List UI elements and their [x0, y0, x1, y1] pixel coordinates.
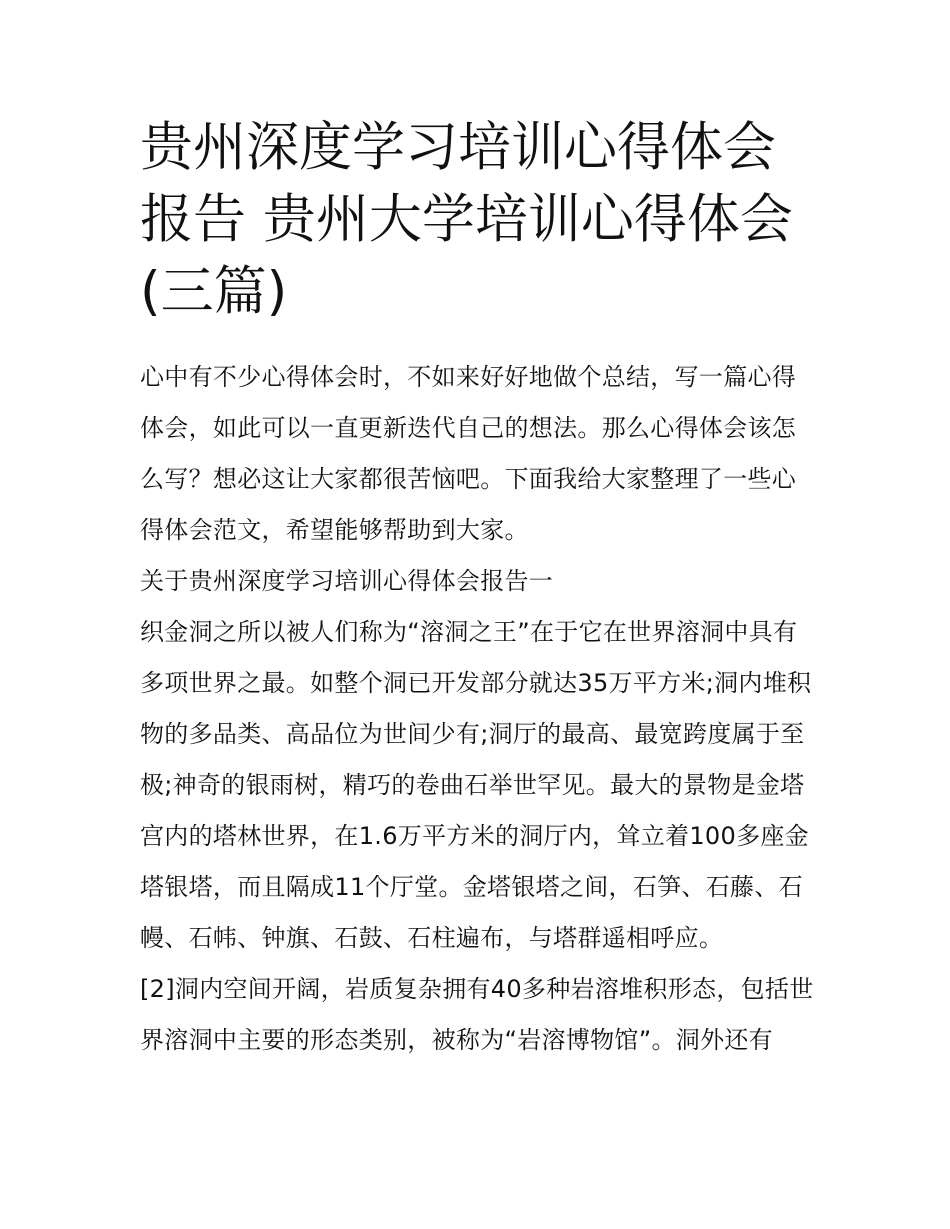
document-body — [140, 352, 820, 1066]
intro-paragraph: 心中有不少心得体会时，不如来好好地做个总结，写一篇心得体会，如此可以一直更新迭代自己的想法。那么心得体会该怎么写？想必这让大家都很苦恼吧。下面我给大家整理了一些心得体会范文，希望能够帮助到大家。 — [140, 363, 797, 544]
document-title: 贵州深度学习培训心得体会报告 贵州大学培训心得体会(三篇) — [140, 117, 793, 322]
body-paragraph: [2]洞内空间开阔，岩质复杂拥有40多种岩溶堆积形态，包括世界溶洞中主要的形态类别，被称为“岩溶博物馆”。洞外还有 — [140, 975, 814, 1054]
section-heading: 关于贵州深度学习培训心得体会报告一 — [140, 567, 554, 595]
body-paragraph: 织金洞之所以被人们称为“溶洞之王”在于它在世界溶洞中具有多项世界之最。如整个洞已开发部分就达35万平方米;洞内堆积物的多品类、高品位为世间少有;洞厅的最高、最宽跨度属于至极;神奇的银雨树，精巧的卷曲石举世罕见。最大的景物是金塔宫内的塔林世界，在1.6万平方米的洞厅内，耸立着100多座金塔银塔，而且隔成11个厅堂。金塔银塔之间，石笋、石藤、石幔、石帏、钟旗、石鼓、石柱遍布，与塔群遥相呼应。 — [140, 618, 812, 952]
